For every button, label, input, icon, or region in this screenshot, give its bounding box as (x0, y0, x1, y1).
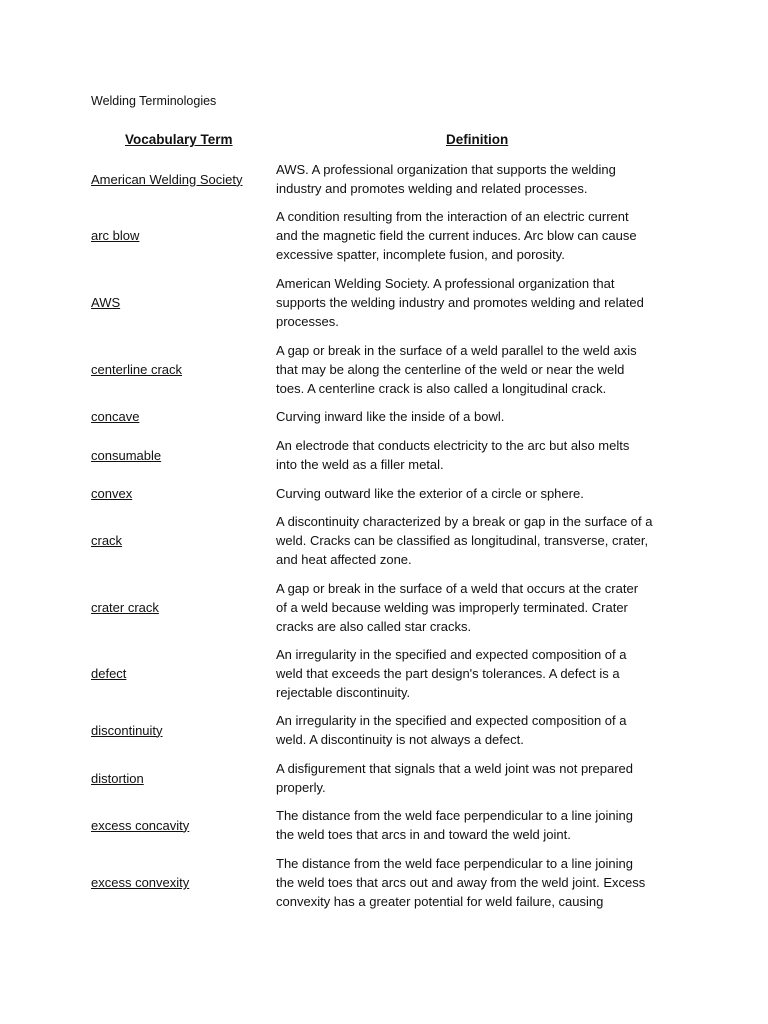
vocabulary-term-header: Vocabulary Term (125, 132, 233, 147)
definition (276, 759, 686, 797)
definition (276, 341, 686, 398)
table-row (0, 759, 768, 797)
definition (276, 436, 686, 474)
vocabulary-term: crater crack (91, 600, 159, 615)
table-row (0, 579, 768, 636)
definition-line: Curving inward like the inside of a bowl. (276, 409, 505, 424)
definition (276, 645, 686, 702)
definition-line: processes. (276, 314, 339, 329)
definition-line: the weld toes that arcs out and away from the weld joint. Excess (276, 875, 646, 890)
definition-line: A gap or break in the surface of a weld parallel to the weld axis (276, 343, 637, 358)
definition-line: The distance from the weld face perpendicular to a line joining (276, 856, 633, 871)
definition-line: An irregularity in the specified and expected composition of a (276, 647, 627, 662)
definition-line: weld that exceeds the part design's tolerances. A defect is a (276, 666, 620, 681)
definition-line: and heat affected zone. (276, 552, 412, 567)
table-row (0, 436, 768, 474)
vocabulary-term: discontinuity (91, 722, 163, 738)
definition (276, 579, 686, 636)
definition-line: excessive spatter, incomplete fusion, and porosity. (276, 247, 565, 262)
vocabulary-term: American Welding Society (91, 171, 243, 187)
definition (276, 711, 686, 749)
definition-line: Curving outward like the exterior of a circle or sphere. (276, 486, 584, 501)
definition-line: A gap or break in the surface of a weld that occurs at the crater (276, 581, 639, 596)
definition (276, 806, 686, 844)
definition (276, 274, 686, 331)
table-row (0, 207, 768, 264)
definition (276, 407, 686, 426)
vocabulary-term: AWS (91, 295, 121, 310)
table-row (0, 645, 768, 702)
table-row (0, 806, 768, 844)
vocabulary-term: defect (91, 666, 127, 681)
vocabulary-term: consumable (91, 447, 162, 463)
definition-line: supports the welding industry and promotes welding and related (276, 295, 644, 310)
definition-line: of a weld because welding was improperly terminated. Crater (276, 600, 628, 615)
definition-header: Definition (446, 132, 509, 147)
definition (276, 512, 686, 569)
definition-line: industry and promotes welding and related processes. (276, 181, 588, 196)
document-title: Welding Terminologies (91, 94, 217, 108)
definition-line: toes. A centerline crack is also called a longitudinal crack. (276, 381, 607, 396)
vocabulary-term: excess convexity (91, 875, 190, 890)
definition-line: and the magnetic field the current induces. Arc blow can cause (276, 228, 637, 243)
definition (276, 854, 686, 911)
definition-line: cracks are also called star cracks. (276, 619, 472, 634)
vocabulary-term: concave (91, 409, 140, 424)
definition-line: convexity has a greater potential for weld failure, causing (276, 894, 604, 909)
definition-line: An irregularity in the specified and expected composition of a (276, 713, 627, 728)
definition-line: A condition resulting from the interaction of an electric current (276, 209, 629, 224)
definition-line: rejectable discontinuity. (276, 685, 411, 700)
definition-line: properly. (276, 780, 326, 795)
table-row (0, 854, 768, 911)
definition-line: into the weld as a filler metal. (276, 457, 444, 472)
vocabulary-term: crack (91, 533, 123, 548)
definition-line: weld. A discontinuity is not always a defect. (276, 732, 524, 747)
definition-line: A discontinuity characterized by a break or gap in the surface of a (276, 514, 653, 529)
definition-line: The distance from the weld face perpendicular to a line joining (276, 808, 633, 823)
table-row (0, 484, 768, 503)
definition-line: the weld toes that arcs in and toward the weld joint. (276, 827, 571, 842)
vocabulary-term: arc blow (91, 228, 140, 243)
vocabulary-term: centerline crack (91, 362, 183, 377)
table-row (0, 160, 768, 198)
definition-line: American Welding Society. A professional organization that (276, 276, 615, 291)
table-row (0, 711, 768, 749)
table-row (0, 341, 768, 398)
definition-line: AWS. A professional organization that supports the welding (276, 162, 616, 177)
definition-line: A disfigurement that signals that a weld joint was not prepared (276, 761, 633, 776)
vocabulary-term: convex (91, 486, 133, 501)
definition-line: that may be along the centerline of the weld or near the weld (276, 362, 625, 377)
definition-line: An electrode that conducts electricity to the arc but also melts (276, 438, 630, 453)
definition (276, 207, 686, 264)
definition (276, 160, 686, 198)
definition-line: weld. Cracks can be classified as longitudinal, transverse, crater, (276, 533, 649, 548)
table-row (0, 512, 768, 569)
vocabulary-term: distortion (91, 770, 144, 786)
vocabulary-term: excess concavity (91, 817, 190, 833)
definition (276, 484, 686, 503)
table-row (0, 274, 768, 331)
table-row (0, 407, 768, 426)
